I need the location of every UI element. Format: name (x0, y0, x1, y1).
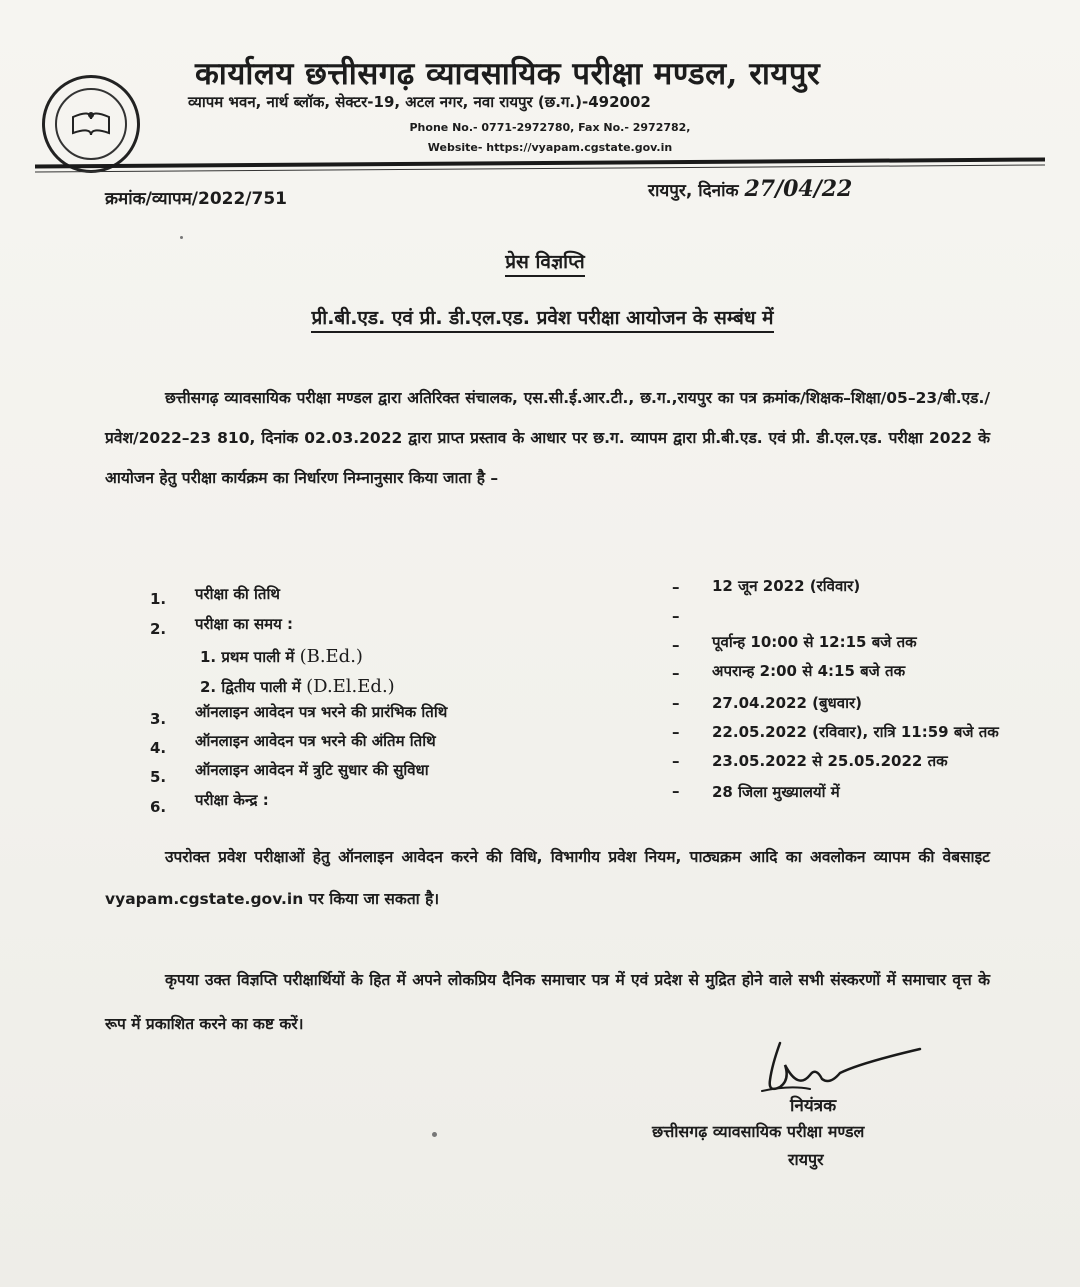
schedule-value: 23.05.2022 से 25.05.2022 तक (712, 752, 948, 770)
schedule-value: 27.04.2022 (बुधवार) (712, 694, 862, 712)
reference-number: क्रमांक/व्यापम/2022/751 (105, 189, 288, 209)
shift-label-en: (B.Ed.) (299, 646, 363, 667)
schedule-num: 5. (150, 768, 167, 786)
schedule-label: परीक्षा केन्द्र : (195, 791, 269, 809)
schedule-dash: – (672, 607, 680, 625)
schedule-label: ऑनलाइन आवेदन में त्रुटि सुधार की सुविधा (195, 761, 429, 779)
subject-title: प्री.बी.एड. एवं प्री. डी.एल.एड. प्रवेश परीक्षा आयोजन के सम्बंध में (311, 307, 773, 333)
request-paragraph: कृपया उक्त विज्ञप्ति परीक्षार्थियों के हित में अपने लोकप्रिय दैनिक समाचार पत्र में एवं प्रदेश से मुद्रित होने वाले सभी संस्करणों में समाचार वृत्त के रूप में प्रकाशित करने का कष्ट करें। (105, 971, 990, 1033)
schedule-num: 4. (150, 739, 167, 757)
org-website: Website- https://vyapam.cgstate.gov.in (427, 141, 673, 154)
paper-speck (180, 236, 183, 239)
date-prefix: रायपुर, दिनांक (648, 181, 739, 201)
intro-paragraph: छत्तीसगढ़ व्यावसायिक परीक्षा मण्डल द्वारा अतिरिक्त संचालक, एस.सी.ई.आर.टी., छ.ग.,रायपुर का पत्र क्रमांक/शिक्षक–शिक्षा/05–23/बी.एड./प्रवेश/2022–23 810, दिनांक 02.03.2022 द्वारा प्राप्त प्रस्ताव के आधार पर छ.ग. व्यापम द्वारा प्री.बी.एड. एवं प्री. डी.एल.एड. परीक्षा 2022 के आयोजन हेतु परीक्षा कार्यक्रम का निर्धारण निम्नानुसार किया जाता है – (105, 389, 990, 487)
schedule-num: 1. (150, 590, 167, 608)
schedule-value: 12 जून 2022 (रविवार) (712, 577, 861, 595)
org-phone: Phone No.- 0771-2972780, Fax No.- 2972782, (409, 121, 691, 134)
schedule-label: ऑनलाइन आवेदन पत्र भरने की प्रारंभिक तिथि (195, 703, 448, 721)
issue-date (648, 176, 852, 202)
paper-speck (432, 1132, 437, 1137)
date-value: 27/04/22 (744, 176, 853, 202)
schedule-shift-label (200, 676, 395, 697)
schedule-value: पूर्वान्ह 10:00 से 12:15 बजे तक (712, 633, 917, 651)
shift-label-hi: 2. द्वितीय पाली में (200, 678, 301, 696)
press-release-heading (0, 248, 1080, 274)
schedule-num: 6. (150, 798, 167, 816)
handwritten-signature (750, 1035, 930, 1105)
schedule-dash: – (672, 752, 680, 770)
signatory-city: रायपुर (788, 1150, 824, 1169)
schedule-label: ऑनलाइन आवेदन पत्र भरने की अंतिम तिथि (195, 732, 436, 750)
schedule-dash: – (672, 578, 680, 596)
schedule-dash: – (672, 723, 680, 741)
org-address: व्यापम भवन, नार्थ ब्लॉक, सेक्टर-19, अटल नगर, नवा रायपुर (छ.ग.)-492002 (188, 93, 651, 111)
schedule-num: 3. (150, 710, 167, 728)
schedule-dash: – (672, 664, 680, 682)
schedule-value: अपरान्ह 2:00 से 4:15 बजे तक (712, 662, 906, 680)
website-paragraph: उपरोक्त प्रवेश परीक्षाओं हेतु ऑनलाइन आवेदन करने की विधि, विभागीय प्रवेश नियम, पाठ्यक्रम आदि का अवलोकन व्यापम की वेबसाइट vyapam.cgstate.gov.in पर किया जा सकता है। (105, 848, 990, 908)
shift-label-hi: 1. प्रथम पाली में (200, 648, 295, 666)
schedule-num: 2. (150, 620, 167, 638)
schedule-label: परीक्षा की तिथि (195, 585, 280, 603)
schedule-dash: – (672, 782, 680, 800)
schedule-label: परीक्षा का समय : (195, 615, 294, 633)
schedule-dash: – (672, 636, 680, 654)
signatory-organization: छत्तीसगढ़ व्यावसायिक परीक्षा मण्डल (652, 1122, 865, 1141)
header-divider (35, 157, 1045, 168)
org-title: कार्यालय छत्तीसगढ़ व्यावसायिक परीक्षा मण्डल, रायपुर (195, 56, 821, 92)
signatory-designation: नियंत्रक (790, 1096, 837, 1116)
shift-label-en: (D.El.Ed.) (306, 676, 395, 697)
schedule-dash: – (672, 694, 680, 712)
press-release-title: प्रेस विज्ञप्ति (505, 251, 585, 277)
subject-heading (0, 304, 1080, 330)
schedule-value: 22.05.2022 (रविवार), रात्रि 11:59 बजे तक (712, 723, 999, 741)
schedule-shift-label (200, 646, 363, 667)
schedule-value: 28 जिला मुख्यालयों में (712, 783, 840, 801)
